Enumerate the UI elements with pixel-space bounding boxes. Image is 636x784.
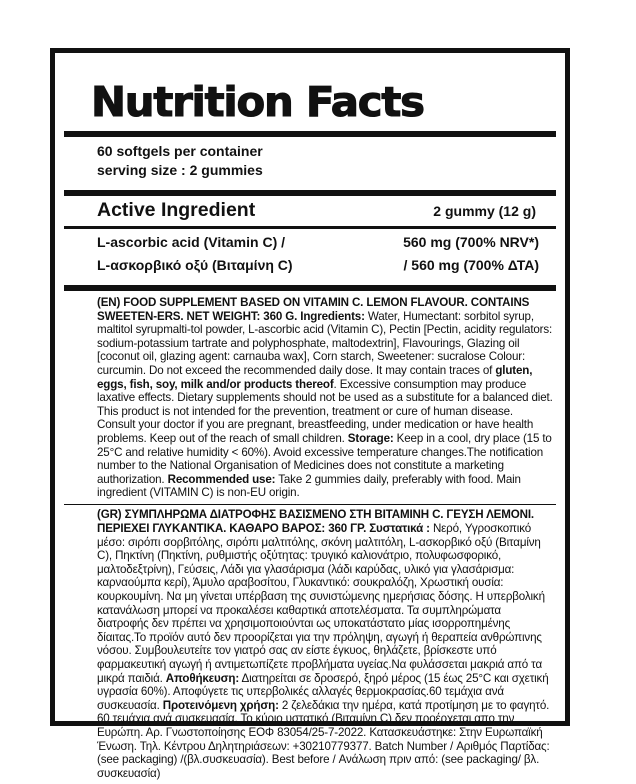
en-text: Keep in a cool, dry place (15 to 25°C and relative humidity < 60%). Avoid excessive temperature changes.The notification number to the National Organisation of Medicines does not constitute a marketing authorization.	[97, 431, 552, 486]
nutrient-row	[67, 252, 553, 279]
gr-heading: (GR) ΣΥΜΠΛΗΡΩΜΑ ΔΙΑΤΡΟΦΗΣ ΒΑΣΙΣΜΕΝΟ ΣΤΗ ΒΙΤΑΜΙΝΗ C. ΓΕΥΣΗ ΛΕΜΟΝΙ. ΠΕΡΙΕΧΕΙ ΓΛΥΚΑΝΤΙΚΑ. ΚΑΘΑΡΟ ΒΑΡΟΣ: 360 ΓΡ. Συστατικά :	[97, 508, 534, 535]
nutrient-row	[67, 229, 553, 252]
en-heading: (EN) FOOD SUPPLEMENT BASED ON VITAMIN C. LEMON FLAVOUR. CONTAINS SWEETEN-ERS. NET WEIGHT: 360 G. Ingredients:	[97, 296, 530, 323]
serving-size: serving size : 2 gummies	[97, 162, 263, 178]
serving-info	[67, 137, 553, 184]
nutrient-name: L-ascorbic acid (Vitamin C) /	[97, 234, 286, 250]
en-text: . Excessive consumption may produce laxative effects. Dietary supplements should not be used as a substitute for a balanced diet. This product is not intended for the prevention, treatment or cure of human disease. Consult your doctor if you are pregnant, breastfeeding, under medication or have health problems. Keep out of the reach of small children.	[97, 377, 553, 445]
label-title: Nutrition Facts	[91, 78, 424, 126]
en-storage-label: Storage:	[347, 431, 394, 445]
nutrient-name: L-ασκορβικό οξύ (Βιταμίνη C)	[97, 257, 293, 273]
gr-use-label: Προτεινόμενη χρήση:	[162, 698, 279, 712]
en-allergens: gluten, eggs, fish, soy, milk and/or products thereof	[97, 363, 533, 391]
en-text: Take 2 gummies daily, preferably with food. Main ingredient (VITAMIN C) is non-EU origin.	[97, 472, 521, 500]
gr-text: Διατηρείται σε δροσερό, ξηρό μέρος (15 έως 25°C και σχετική υγρασία 60%). Αποφύγετε τις υπερβολικές αλλαγές θερμοκρασίας.60 τεμάχια ανά συσκευασία.	[97, 671, 549, 712]
active-ingredient-amount: 2 gummy (12 g)	[433, 203, 536, 219]
servings-per-container: 60 softgels per container	[97, 143, 263, 159]
gr-text: Νερό, Υγροσκοπικό μέσο: σιρόπι σορβιτόλης, σιρόπι μαλτιτόλης, σκόνη μαλτιτόλη, L-ασκορβικό οξύ (Βιταμίνη C), Πηκτίνη (Πηκτίνη, ρυθμιστής οξύτητας: τρυγικό καλιονάτριο, πολυφωσφορικό, μαλτοδεξτρίνη), Γεύσεις, Λάδι για γλασάρισμα (λάδι καρύδας, υλικό για γλασάρισμα: καρναούμπα κερί), Άμυλο αραβοσίτου, Γλυκαντικό: σουκραλόζη, Χρωστική ουσία: κουρκουμίνη. Να μη γίνεται υπέρβαση της συνιστώμενης ημερήσιας δόσης. Η υπερβολική κατανάλωση μπορεί να προκαλέσει καθαρτικά αποτελέσματα. Τα συμπληρώματα διατροφής δεν πρέπει να χρησιμοποιούνται ως υποκατάστατο μίας ισορροπημένης δίαιτας.Το προϊόν αυτό δεν προορίζεται για την πρόληψη, αγωγή ή θεραπεία ανθρώπινης νόσου. Συμβουλευτείτε τον γιατρό σας αν είστε έγκυος, θηλάζετε, βρίσκεστε υπό φαρμακευτική αγωγή ή αντιμετωπίζετε προβλήματα υγείας.Να φυλάσσεται μακριά από τα μικρά παιδιά.	[97, 522, 545, 685]
gr-text: 2 ζελεδάκια την ημέρα, κατά προτίμηση με το φαγητό. 60 τεμάχια ανά συσκευασία. Το κύριο υστατικό (Βιταμίνη C) δεν προέρχεται απο την Ευρώπη. Αρ. Γνωστοποίησης ΕΟΦ 83054/25-7-2022. Κατασκευάστηκε: Στην Ευρωπαϊκή Ένωση. Τηλ. Κέντρου Δηλητηριάσεων: +30210779377. Batch Number / Αριθμός Παρτίδας: (see packaging) /(βλ.συσκευασία). Best before / Ανάλωση πριν από: (see packaging/ βλ. συσκευασία)	[97, 698, 550, 780]
nutrient-value: 560 mg (700% NRV*)	[403, 234, 539, 250]
nutrition-label	[50, 48, 570, 780]
en-use-label: Recommended use:	[167, 472, 276, 486]
nutrient-value: / 560 mg (700% ΔΤΑ)	[403, 257, 539, 273]
gr-storage-label: Αποθήκευση:	[165, 671, 240, 685]
english-description	[67, 291, 553, 504]
active-ingredient-heading: Active Ingredient	[97, 199, 256, 221]
greek-description	[67, 505, 553, 784]
en-text: Water, Humectant: sorbitol syrup, maltitol syrupmalti-tol powder, L-ascorbic acid (Vitamin C), Pectin [Pectin, acidity regulators: sodium-potassium tartrate and polyphosphate, maltodextrin], Flavourings, Glazing oil [coconut oil, glazing agent: carnauba wax], Corn starch, Sweetener: sucralose Colour: curcumin. Do not exceed the recommended daily dose. It may contain traces of	[97, 309, 553, 377]
active-ingredient-header	[67, 196, 553, 226]
